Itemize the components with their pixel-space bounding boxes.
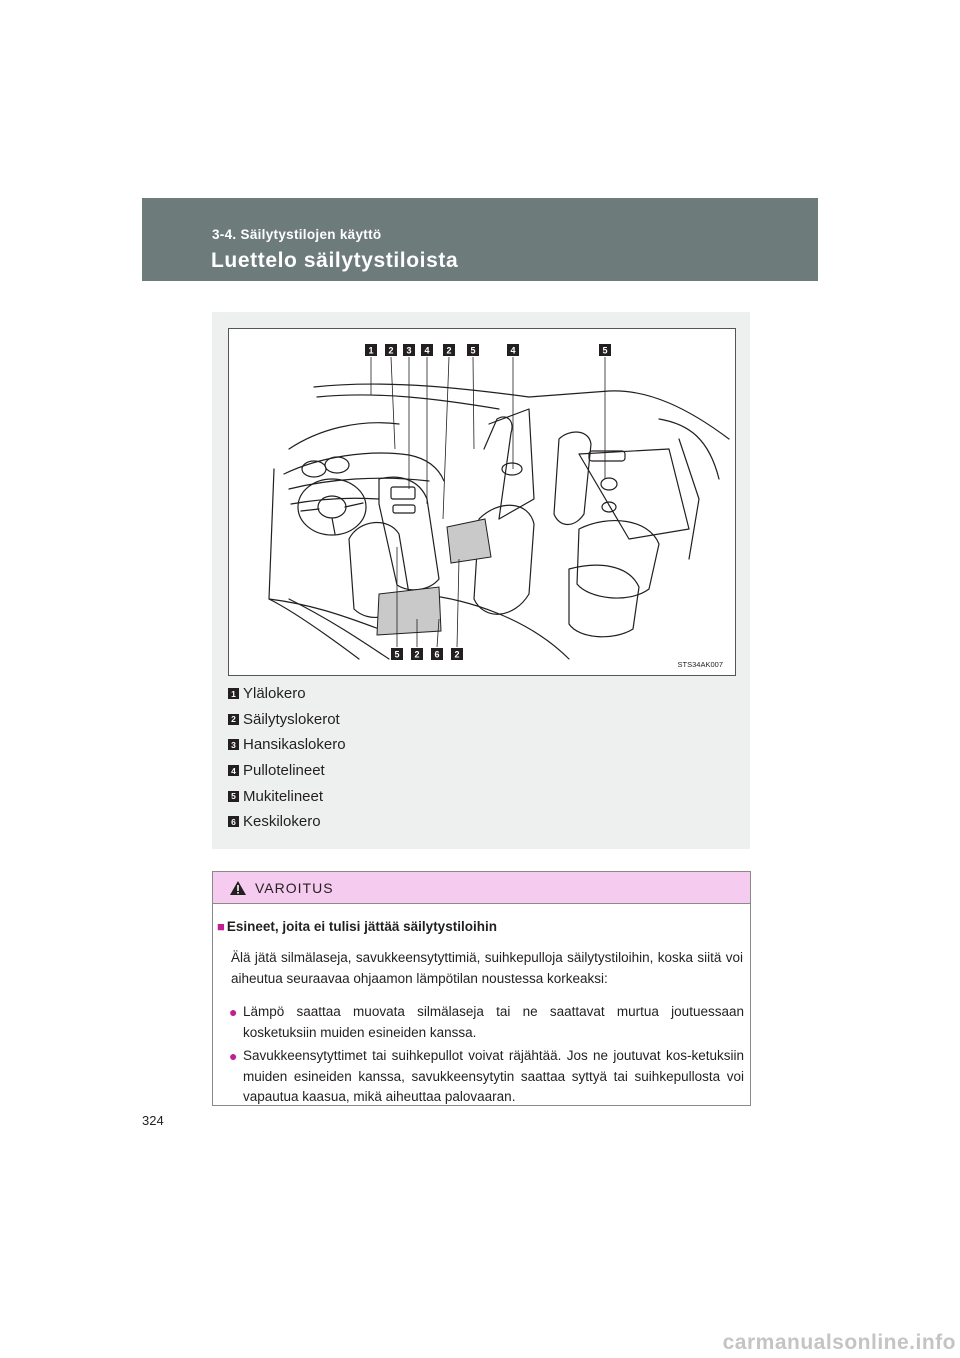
legend-number: 6 xyxy=(228,816,239,827)
bottom-callouts xyxy=(391,648,463,660)
legend-number: 5 xyxy=(228,791,239,802)
callout-label: 2 xyxy=(446,345,452,356)
callout-label: 5 xyxy=(602,345,608,356)
legend-label: Mukitelineet xyxy=(243,787,324,805)
legend-label: Pullotelineet xyxy=(243,762,325,780)
figure-panel xyxy=(212,312,750,849)
callout-label: 3 xyxy=(406,345,412,356)
warning-bullet-text: Lämpö saattaa muovata silmälaseja tai ne saattavat murtua joutuessaan kosketuksiin muiden esineiden kanssa. xyxy=(243,1004,744,1040)
legend-number: 3 xyxy=(228,739,239,750)
callout-label: 2 xyxy=(414,649,420,660)
warning-bullet xyxy=(229,1002,744,1043)
legend-item xyxy=(228,809,346,835)
car-interior-illustration xyxy=(228,328,736,676)
legend-number: 1 xyxy=(228,688,239,699)
legend-item xyxy=(228,783,346,809)
warning-triangle-icon xyxy=(229,880,247,896)
square-bullet-icon: ■ xyxy=(217,919,225,934)
page-number: 324 xyxy=(142,1113,164,1128)
legend-label: Hansikaslokero xyxy=(243,736,346,754)
legend-label: Ylälokero xyxy=(243,685,306,703)
legend-number: 4 xyxy=(228,765,239,776)
callout-label: 5 xyxy=(470,345,476,356)
top-callouts xyxy=(365,344,611,356)
callout-label: 6 xyxy=(434,649,440,660)
warning-box xyxy=(212,871,751,1106)
callout-label: 5 xyxy=(394,649,400,660)
legend-label: Säilytyslokerot xyxy=(243,710,340,728)
warning-subheading-text: Esineet, joita ei tulisi jättää säilytystiloihin xyxy=(226,919,497,934)
car-interior-drawing xyxy=(229,329,735,675)
warning-subheading xyxy=(217,919,497,934)
warning-title: VAROITUS xyxy=(255,879,334,896)
legend-number: 2 xyxy=(228,714,239,725)
circle-bullet-icon: ● xyxy=(229,1048,238,1064)
warning-paragraph: Älä jätä silmälaseja, savukkeensytyttimiä, suihkepulloja säilytystiloihin, koska siitä voi aiheutua seuraavaa ohjaamon lämpötilan noustessa korkeaksi: xyxy=(231,950,743,986)
section-header xyxy=(142,198,818,281)
warning-bullet xyxy=(229,1046,744,1108)
circle-bullet-icon: ● xyxy=(229,1004,238,1020)
callout-label: 2 xyxy=(388,345,394,356)
legend-label: Keskilokero xyxy=(243,813,321,831)
legend-item xyxy=(228,732,346,758)
section-label: 3-4. Säilytystilojen käyttö xyxy=(212,227,382,242)
watermark: carmanualsonline.info xyxy=(722,1331,956,1354)
warning-header xyxy=(213,872,750,904)
legend-list xyxy=(228,681,346,835)
legend-item xyxy=(228,681,346,707)
callout-label: 1 xyxy=(368,345,374,356)
callout-label: 4 xyxy=(424,345,430,356)
page-title: Luettelo säilytystiloista xyxy=(211,249,459,272)
legend-item xyxy=(228,707,346,733)
callout-label: 2 xyxy=(454,649,460,660)
callout-label: 4 xyxy=(510,345,516,356)
figure-code: STS34AK007 xyxy=(677,660,723,669)
warning-bullet-text: Savukkeensytyttimet tai suihkepullot voivat räjähtää. Jos ne joutuvat kos-ketuksiin muiden esineiden kanssa, savukkeensytytin saattaa syttyä tai suihkepullosta voi vapautua kaasua, mikä aiheuttaa palovaaran. xyxy=(243,1048,744,1104)
legend-item xyxy=(228,758,346,784)
